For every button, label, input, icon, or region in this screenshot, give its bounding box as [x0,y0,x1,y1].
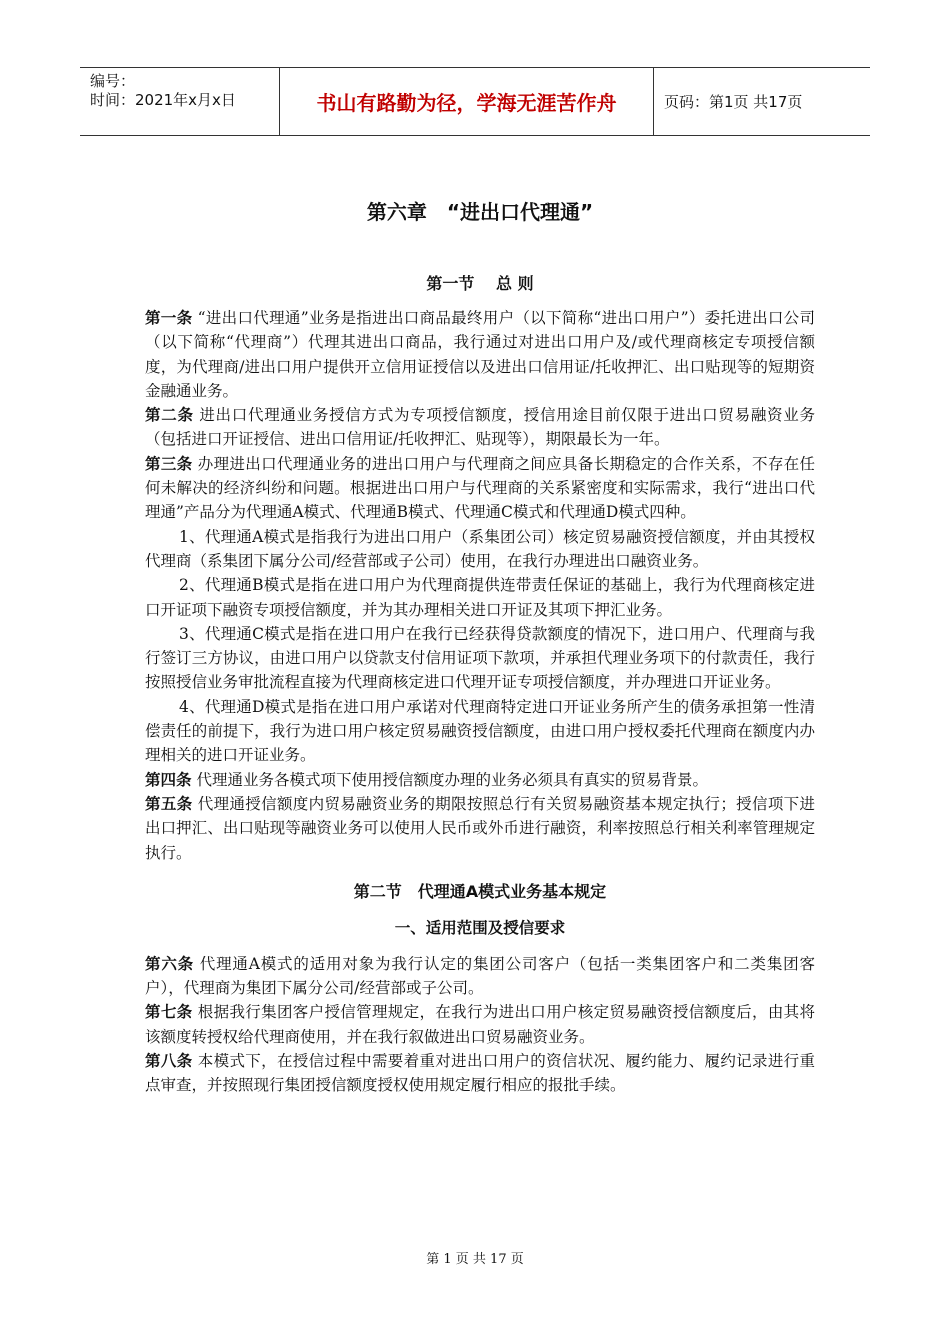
page-header [80,67,870,136]
article-paragraph [145,573,815,622]
article-paragraph [145,1049,815,1098]
article-label: 第五条 [145,794,193,813]
article-label: 第六条 [145,954,194,973]
article-label: 第四条 [145,770,192,789]
article-paragraph [145,452,815,525]
article-paragraph [145,622,815,695]
article-text: 进出口代理通业务授信方式为专项授信额度，授信用途目前仅限于进出口贸易融资业务（包括进口开证授信、进出口信用证/托收押汇、贴现等），期限最长为一年。 [145,406,815,449]
article-label: 第二条 [145,406,194,425]
header-meta [80,68,280,135]
article-paragraph [145,695,815,768]
article-paragraph [145,792,815,865]
article-text: 3、代理通C模式是指在进口用户在我行已经获得贷款额度的情况下，进口用户、代理商与我行签订三方协议，由进口用户以贷款支付信用证项下款项，并承担代理业务项下的付款责任，我行按照授信业务审批流程直接为代理商核定进口代理开证专项授信额度，并办理进口开证业务。 [145,624,815,692]
article-text: 4、代理通D模式是指在进口用户承诺对代理商特定进口开证业务所产生的债务承担第一性清偿责任的前提下，我行为进口用户核定贸易融资授信额度，由进口用户授权委托代理商在额度内办理相关的进口开证业务。 [145,697,815,765]
article-paragraph [145,525,815,574]
document-body [145,196,815,1098]
article-label: 第八条 [145,1052,193,1071]
article-paragraph [145,768,815,792]
article-text: 根据我行集团客户授信管理规定，在我行为进出口用户核定贸易融资授信额度后，由其将该额度转授权给代理商使用，并在我行叙做进出口贸易融资业务。 [145,1003,815,1046]
article-text: 代理通A模式的适用对象为我行认定的集团公司客户（包括一类集团客户和二类集团客户），代理商为集团下属分公司/经营部或子公司。 [145,954,815,998]
article-paragraph [145,952,815,1001]
article-text: 办理进出口代理通业务的进出口用户与代理商之间应具备长期稳定的合作关系，不存在任何未解决的经济纠纷和问题。根据进出口用户与代理商的关系紧密度和实际需求，我行“进出口代理通”产品分为代理通A模式、代理通B模式、代理通C模式和代理通D模式四种。 [145,454,815,522]
section-1-paragraphs [145,306,815,865]
section-2-paragraphs [145,952,815,1098]
header-motto: 书山有路勤为径，学海无涯苦作舟 [280,68,654,135]
header-page-info: 页码：第1页 共17页 [664,93,803,111]
article-text: 本模式下，在授信过程中需要着重对进出口用户的资信状况、履约能力、履约记录进行重点审查，并按照现行集团授信额度授权使用规定履行相应的报批手续。 [145,1052,815,1095]
article-text: 代理通业务各模式项下使用授信额度办理的业务必须具有真实的贸易背景。 [191,770,708,789]
article-label: 第一条 [145,309,193,327]
document-date: 时间：2021年x月x日 [90,91,236,109]
chapter-title: 第六章 “进出口代理通” [366,200,594,224]
article-text: 2、代理通B模式是指在进口用户为代理商提供连带责任保证的基础上，我行为代理商核定进口开证项下融资专项授信额度，并为其办理相关进口开证及其项下押汇业务。 [145,576,815,619]
document-number: 编号： [90,72,136,90]
article-paragraph [145,403,815,452]
article-label: 第三条 [145,454,193,473]
section-title-1: 第一节 总 则 [426,274,534,293]
subsection-title: 一、适用范围及授信要求 [394,918,566,937]
section-title-2: 第二节 代理通A模式业务基本规定 [353,881,607,901]
article-label: 第七条 [145,1003,193,1022]
page-footer: 第 1 页 共 17 页 [426,1252,524,1267]
article-text: “进出口代理通”业务是指进出口商品最终用户（以下简称“进出口用户”）委托进出口公司（以下简称“代理商”）代理其进出口商品，我行通过对进出口用户及/或代理商核定专项授信额度，为代理商/进出口用户提供开立信用证授信以及进出口信用证/托收押汇、出口贴现等的短期资金融通业务。 [145,309,815,400]
article-text: 代理通授信额度内贸易融资业务的期限按照总行有关贸易融资基本规定执行；授信项下进出口押汇、出口贴现等融资业务可以使用人民币或外币进行融资，利率按照总行相关利率管理规定执行。 [145,794,815,862]
article-text: 1、代理通A模式是指我行为进出口用户（系集团公司）核定贸易融资授信额度，并由其授权代理商（系集团下属分公司/经营部或子公司）使用，在我行办理进出口融资业务。 [145,527,815,570]
article-paragraph [145,306,815,403]
article-paragraph [145,1000,815,1049]
